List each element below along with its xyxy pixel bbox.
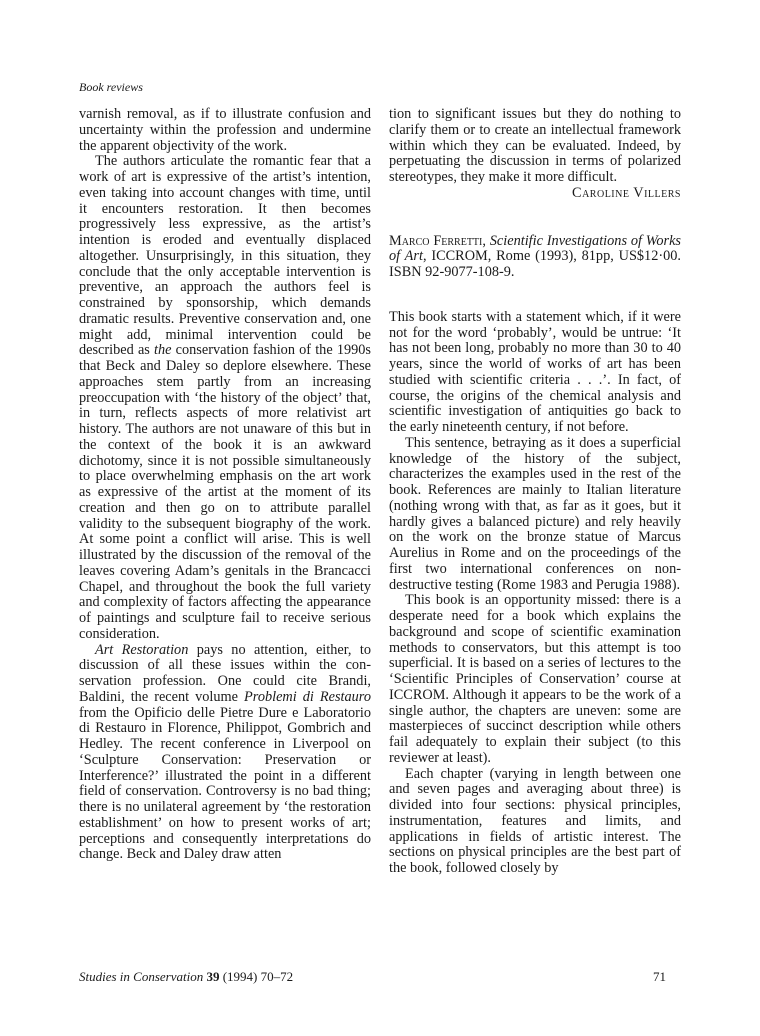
- left-paragraph-3-text-b: from the Opificio delle Pietre Dure e Laboratorio di Restauro in Florence, Philippot, Gombrich and Hedley. The recent conference in Liverpool on ‘Sculpture Conservation: Preservation or Interference?’ illustrated the point in a different field of conservation. Controversy is no bad thing; there is no unilateral agreement by ‘the restoration establishment’ on how to present works of art; perceptions and consequently interpretations do change. Beck and Daley draw atten: [79, 704, 371, 863]
- left-paragraph-3-book-title: Art Restoration: [95, 641, 189, 658]
- review-book-author: Marco Ferretti: [389, 232, 483, 249]
- review-book-details: , ICCROM, Rome (1993), 81pp, US$12·00. ISBN 92-9077-108-9.: [389, 248, 681, 280]
- right-column: [389, 107, 681, 877]
- left-paragraph-3: [79, 643, 371, 864]
- journal-citation-footer: [79, 969, 293, 985]
- journal-name: Studies in Conservation: [79, 969, 204, 984]
- page-number: 71: [653, 969, 666, 984]
- left-paragraph-3-text-a: pays no attention, either, to discussion of all these issues within the conservation profession. One could cite Brandi, Baldini, the recent volume: [79, 641, 371, 705]
- right-paragraph-5: Each chapter (varying in length between one and seven pages and averaging about three) is divided into four sections: physical principles, instrumentation, features and limits, and applications in fields of artistic interest. The sections on physical principles are the best part of the book, followed closely by: [389, 765, 681, 876]
- citation-body-space: [389, 281, 681, 310]
- right-paragraph-3: This sentence, betraying as it does a superficial knowledge of the history of the subject, characterizes the examples used in the rest of the book. References are mainly to Italian literature (nothing wrong with that, as far as it goes, but it hardly gives a balanced picture) and rely heavily on the work on the bronze statue of Marcus Aurelius in Rome and on the proceedings of the first two international conferences on non-destructive testing (Rome 1983 and Perugia 1988).: [389, 434, 681, 593]
- left-paragraph-2: [79, 154, 371, 642]
- left-column: [79, 107, 371, 863]
- reviewer-signature: Caroline Villers: [572, 184, 681, 201]
- journal-volume: 39: [206, 969, 220, 984]
- right-paragraph-1: tion to significant issues but they do nothing to clarify them or to create an intellectual framework within which they can be evaluated. Indeed, by perpetuating the discussion in terms of polarized stereotypes, they make it more difficult.: [389, 106, 681, 185]
- section-divider-space: [389, 202, 681, 234]
- left-paragraph-2-text-a: The authors articulate the romantic fear that a work of art is expressive of the artist’s intention, even taking into account changes with time, until it encounters restoration. It then becomes progressively less expressive, as the artist’s intention is eroded and eventually displaced altogether. Unsurprisingly, in this situation, they conclude that the only acceptable intervention is preventive, an approach the authors feel is constrained by sponsorship, which demands dramatic results. Preventive conservation and, one might add, minimal intervention could be described as: [79, 153, 371, 359]
- journal-year-pages: (1994) 70–72: [219, 969, 294, 984]
- left-paragraph-2-text-b: conservation fashion of the 1990s that Beck and Daley so deplore elsewhere. These approaches stem partly from an increasing preoccupation with ‘the history of the object’ that, in turn, reflects aspects of more relativist art history. The authors are not unaware of this but in the context of the book it is an awkward dichotomy, since it is not possible simultaneously to place overwhelming emphasis on the art work as expressive of the artist at the moment of its creation and then go on to attribute parallel validity to the subsequent biography of the work. At some point a conflict will arise. This is well illustrated by the discussion of the removal of the leaves covering Adam’s genitals in the Brancacci Chapel, and throughout the book the full variety and complexity of factors affecting the appearance of paintings and sculpture fail to receive serious consideration.: [79, 342, 371, 642]
- review-citation: Marco Ferretti, Scientific Investigations of Works of Art, ICCROM, Rome (1993), 81pp, US$12·00. ISBN 92-9077-108-9.: [389, 232, 681, 280]
- left-paragraph-1: varnish removal, as if to illustrate confusion and uncertainty within the profession and undermine the apparent objectivity of the work.: [79, 106, 371, 154]
- right-paragraph-4: This book is an opportunity missed: there is a desperate need for a book which explains the background and scope of scientific examination methods to conservators, but this attempt is too superficial. It is based on a series of lectures to the ‘Scientific Principles of Conservation’ course at ICCROM. Although it appears to be the work of a single author, the chapters are uneven: some are masterpieces of succinct description while others fail adequately to explain their subject (to this reviewer at least).: [389, 592, 681, 766]
- left-paragraph-3-emphasis: Problemi di Restauro: [244, 688, 371, 705]
- running-head: Book reviews: [79, 80, 143, 94]
- right-paragraph-2: This book starts with a statement which, if it were not for the word ‘probably’, would be untrue: ‘It has not been long, probably no more than 30 to 40 years, since the world of works of art has been studied with scientific criteria . . .’. In fact, of course, the origins of the chemical analysis and scientific investigation of antiquities go back to the early nineteenth century, if not before.: [389, 308, 681, 435]
- left-paragraph-2-emphasis: the: [154, 342, 172, 359]
- review-book-title: Scientific Investigations of Works of Art: [389, 232, 681, 265]
